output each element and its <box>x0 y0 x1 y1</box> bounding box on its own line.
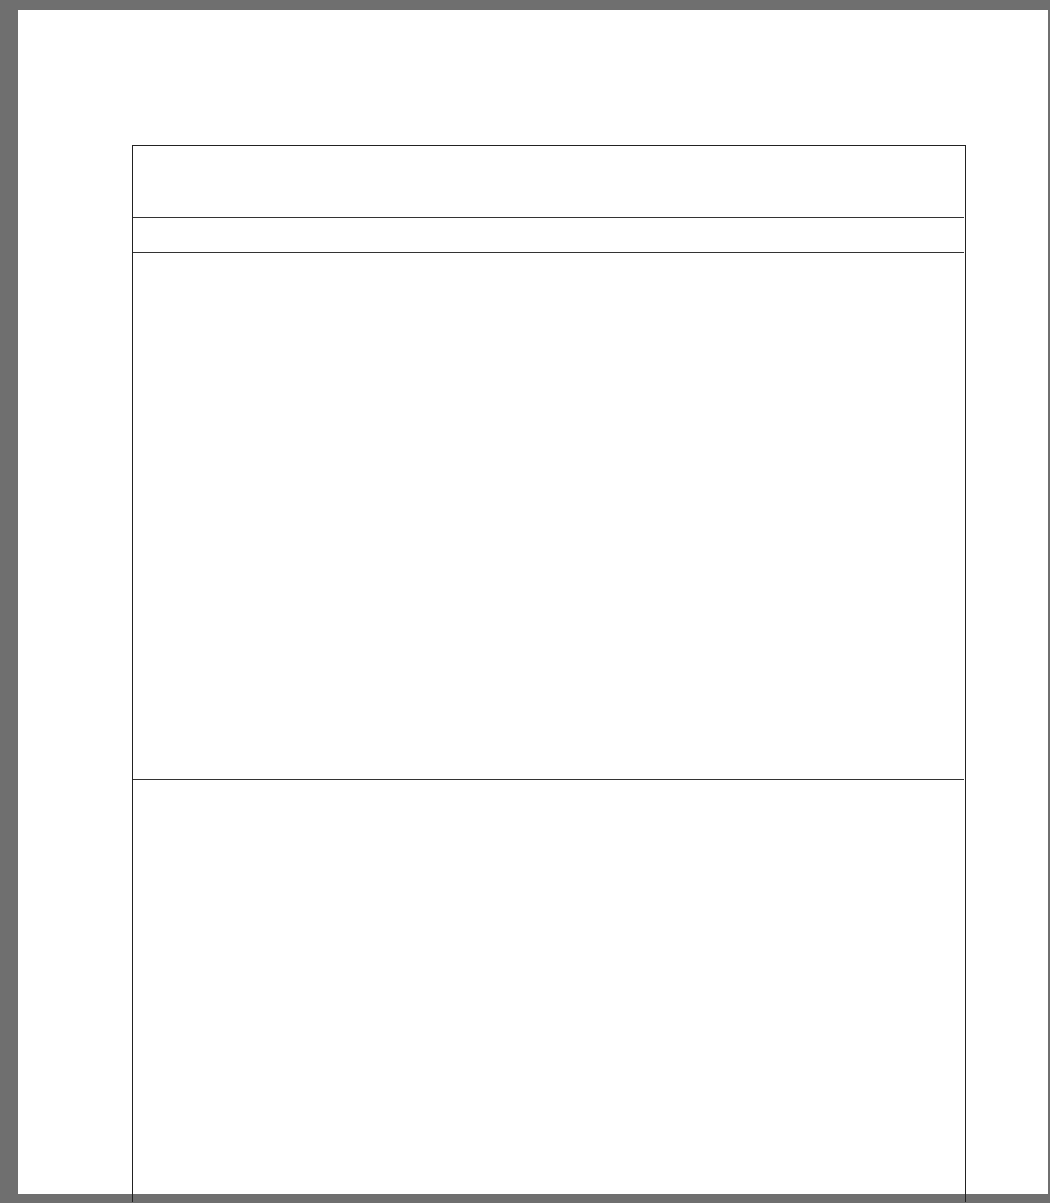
diet-table <box>132 145 966 1202</box>
footer-note <box>133 1166 964 1203</box>
page-subtitle <box>133 217 964 253</box>
forbidden-section-title <box>133 708 964 780</box>
document-page <box>18 10 1048 1194</box>
page-title <box>133 146 964 218</box>
